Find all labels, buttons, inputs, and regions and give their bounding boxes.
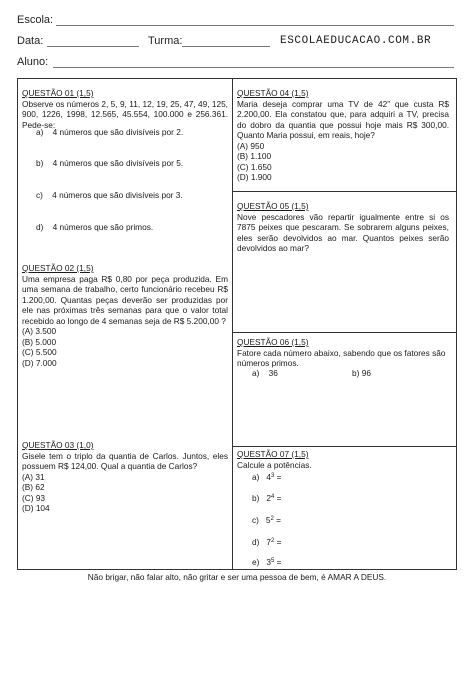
question-06-item-a <box>252 368 278 379</box>
question-07 <box>237 449 449 470</box>
power-equals: = <box>274 493 282 503</box>
footer-motto: Não brigar, não falar alto, não gritar e ser uma pessoa de bem, é AMAR A DEUS. <box>87 572 387 582</box>
item-value: 36 <box>268 368 278 378</box>
item-label: b) <box>252 493 260 503</box>
question-05-text: Nove pescadores vão repartir igualmente entre si os 7875 peixes que pescaram. Se sobrarem alguns peixes, eles serão devolvidos ao mar. Quantos peixes serão devolvidos ao mar? <box>237 211 449 253</box>
question-02-option-a[interactable]: (A) 3.500 <box>22 326 57 336</box>
class-label: Turma: <box>148 35 183 47</box>
power-e <box>252 557 281 568</box>
question-05-title: QUESTÃO 05 (1,5) <box>237 201 309 211</box>
power-a <box>252 472 281 483</box>
question-07-title: QUESTÃO 07 (1,5) <box>237 449 309 459</box>
separator-q7 <box>232 446 457 447</box>
date-line[interactable] <box>47 46 139 47</box>
item-label: b) <box>36 158 44 168</box>
item-text: 4 números que são divisíveis por 2. <box>52 127 184 137</box>
question-02-option-d[interactable]: (D) 7.000 <box>22 357 57 368</box>
item-label: b) <box>352 368 360 378</box>
question-03 <box>22 440 228 514</box>
question-02-option-b[interactable]: (B) 5.000 <box>22 336 57 347</box>
question-05 <box>237 201 449 254</box>
question-02-text: Uma empresa paga R$ 0,80 por peça produzida. Em uma semana de trabalho, certo funcionário recebeu R$ 1.200,00. Quantas peças deverão ser produzidas por ele nas próximas três semanas para que o valor total recebido ao longo de 4 semanas seja de R$ 5.200,00 ? <box>22 273 228 326</box>
question-01-text: Observe os números 2, 5, 9, 11, 12, 19, 25, 47, 49, 125, 900, 1226, 1998, 12.565, 45.554, 100.000 e 256.361. Pede-se: <box>22 98 228 130</box>
question-04 <box>237 88 449 183</box>
power-base: 5 <box>265 515 271 525</box>
question-06 <box>237 337 449 369</box>
question-04-text: Maria deseja comprar uma TV de 42” que custa R$ 2.200,00. Ela constatou que, para adquiri a TV, precisa do dobro da quantia que possui hoje mais R$ 300,00. Quanto Maria possui, em reais, hoje? <box>237 98 449 140</box>
question-04-option-d[interactable]: (D) 1.900 <box>237 172 272 182</box>
question-03-option-b[interactable]: (B) 62 <box>22 482 45 492</box>
school-label: Escola: <box>17 14 54 26</box>
power-base: 2 <box>266 493 271 503</box>
power-c <box>252 515 281 526</box>
power-exponent: 4 <box>270 494 275 500</box>
question-01 <box>22 88 228 130</box>
question-03-text: Gisele tem o triplo da quantia de Carlos. Juntos, eles possuem R$ 124,00. Qual a quantia de Carlos? <box>22 450 228 471</box>
question-07-text: Calcule a potências. <box>237 459 312 470</box>
power-base: 4 <box>266 472 271 482</box>
question-04-option-b[interactable]: (B) 1.100 <box>237 151 272 161</box>
question-06-item-b <box>352 368 371 379</box>
question-03-option-d[interactable]: (D) 104 <box>22 503 50 513</box>
item-label: a) <box>252 472 260 482</box>
power-base: 3 <box>266 557 271 567</box>
power-equals: = <box>273 515 281 525</box>
question-01-item-d <box>36 222 153 233</box>
item-label: c) <box>36 190 43 200</box>
student-label: Aluno: <box>17 56 49 68</box>
item-text: 4 números que são divisíveis por 3. <box>52 190 183 200</box>
question-01-item-a <box>36 127 183 138</box>
question-03-option-c[interactable]: (C) 93 <box>22 492 46 503</box>
item-label: d) <box>252 537 260 547</box>
site-name: ESCOLAEDUCACAO.COM.BR <box>280 35 432 47</box>
question-03-option-a[interactable]: (A) 31 <box>22 471 45 482</box>
power-equals: = <box>274 537 282 547</box>
date-label: Data: <box>17 35 44 47</box>
separator-q5 <box>232 191 457 192</box>
question-04-option-a[interactable]: (A) 950 <box>237 140 265 151</box>
question-01-title: QUESTÃO 01 (1,5) <box>22 88 94 98</box>
power-exponent: 2 <box>270 516 274 522</box>
question-01-item-b <box>36 158 183 169</box>
item-label: c) <box>252 515 259 525</box>
item-text: 4 números que são primos. <box>52 222 154 232</box>
question-06-text: Fatore cada número abaixo, sabendo que os fatores são números primos. <box>237 347 446 368</box>
column-divider <box>232 78 233 570</box>
question-04-title: QUESTÃO 04 (1,5) <box>237 88 309 98</box>
power-exponent: 2 <box>270 538 275 544</box>
question-02 <box>22 263 228 368</box>
question-02-option-c[interactable]: (C) 5.500 <box>22 347 57 357</box>
power-b <box>252 493 281 504</box>
school-line[interactable] <box>56 25 454 26</box>
item-label: a) <box>252 368 260 378</box>
power-d <box>252 537 281 548</box>
question-04-option-c[interactable]: (C) 1.650 <box>237 161 272 172</box>
power-equals: = <box>274 472 282 482</box>
item-label: e) <box>252 557 260 567</box>
power-equals: = <box>274 557 282 567</box>
question-01-item-c <box>36 190 183 201</box>
item-label: d) <box>36 222 44 232</box>
power-base: 7 <box>266 537 271 547</box>
item-text: 4 números que são divisíveis por 5. <box>52 158 184 168</box>
power-exponent: 3 <box>270 473 275 479</box>
separator-q6 <box>232 332 457 333</box>
item-label: a) <box>36 127 44 137</box>
item-value: 96 <box>361 368 371 378</box>
power-exponent: 5 <box>270 558 275 564</box>
question-02-title: QUESTÃO 02 (1,5) <box>22 263 94 273</box>
class-line[interactable] <box>182 46 270 47</box>
student-line[interactable] <box>53 67 454 68</box>
question-03-title: QUESTÃO 03 (1,0) <box>22 440 94 450</box>
question-06-title: QUESTÃO 06 (1,5) <box>237 337 309 347</box>
